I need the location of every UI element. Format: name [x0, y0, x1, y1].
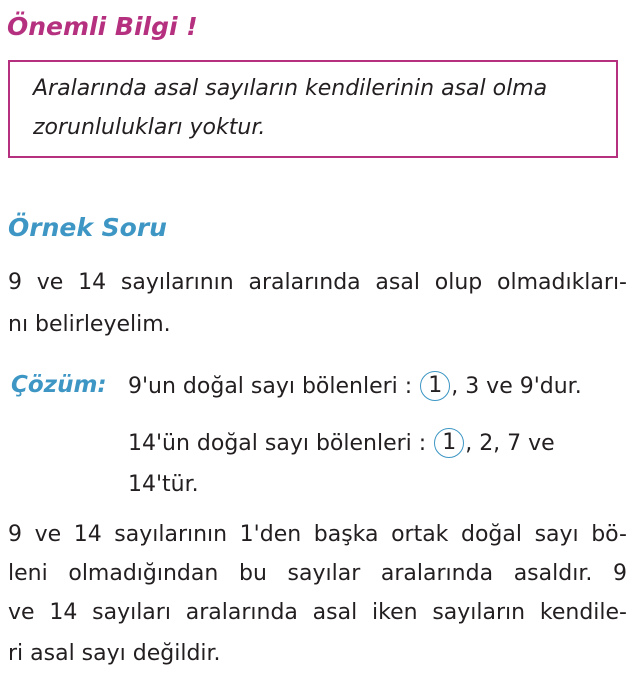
conclusion-line-4: ri asal sayı değildir.	[8, 641, 221, 666]
conclusion-line-1: 9 ve 14 sayılarının 1'den başka ortak doğal sayı bö-	[8, 522, 627, 547]
circled-one-2: 1	[434, 428, 464, 458]
question-line-1: 9 ve 14 sayılarının aralarında asal olup olmadıkları-	[8, 270, 627, 295]
solution-line-3: 14'tür.	[128, 472, 199, 497]
info-heading: Önemli Bilgi !	[7, 12, 198, 41]
solution-line-1-suffix: , 3 ve 9'dur.	[451, 374, 582, 399]
circled-one-1: 1	[420, 371, 450, 401]
info-line-1: Aralarında asal sayıların kendilerinin asal olma	[33, 76, 548, 101]
solution-line-1-prefix: 9'un doğal sayı bölenleri :	[128, 374, 413, 399]
solution-line-2-prefix: 14'ün doğal sayı bölenleri :	[128, 431, 427, 456]
solution-line-2-suffix: , 2, 7 ve	[465, 431, 555, 456]
info-box	[8, 60, 618, 158]
example-heading: Örnek Soru	[8, 213, 167, 242]
conclusion-line-3: ve 14 sayıları aralarında asal iken sayıların kendile-	[8, 600, 627, 625]
info-line-2: zorunlulukları yoktur.	[33, 115, 266, 140]
conclusion-line-2: leni olmadığından bu sayılar aralarında asaldır. 9	[8, 561, 627, 586]
solution-label: Çözüm:	[11, 372, 107, 398]
solution-line-1	[128, 372, 582, 402]
question-line-2: nı belirleyelim.	[8, 312, 171, 337]
solution-line-2	[128, 429, 555, 459]
